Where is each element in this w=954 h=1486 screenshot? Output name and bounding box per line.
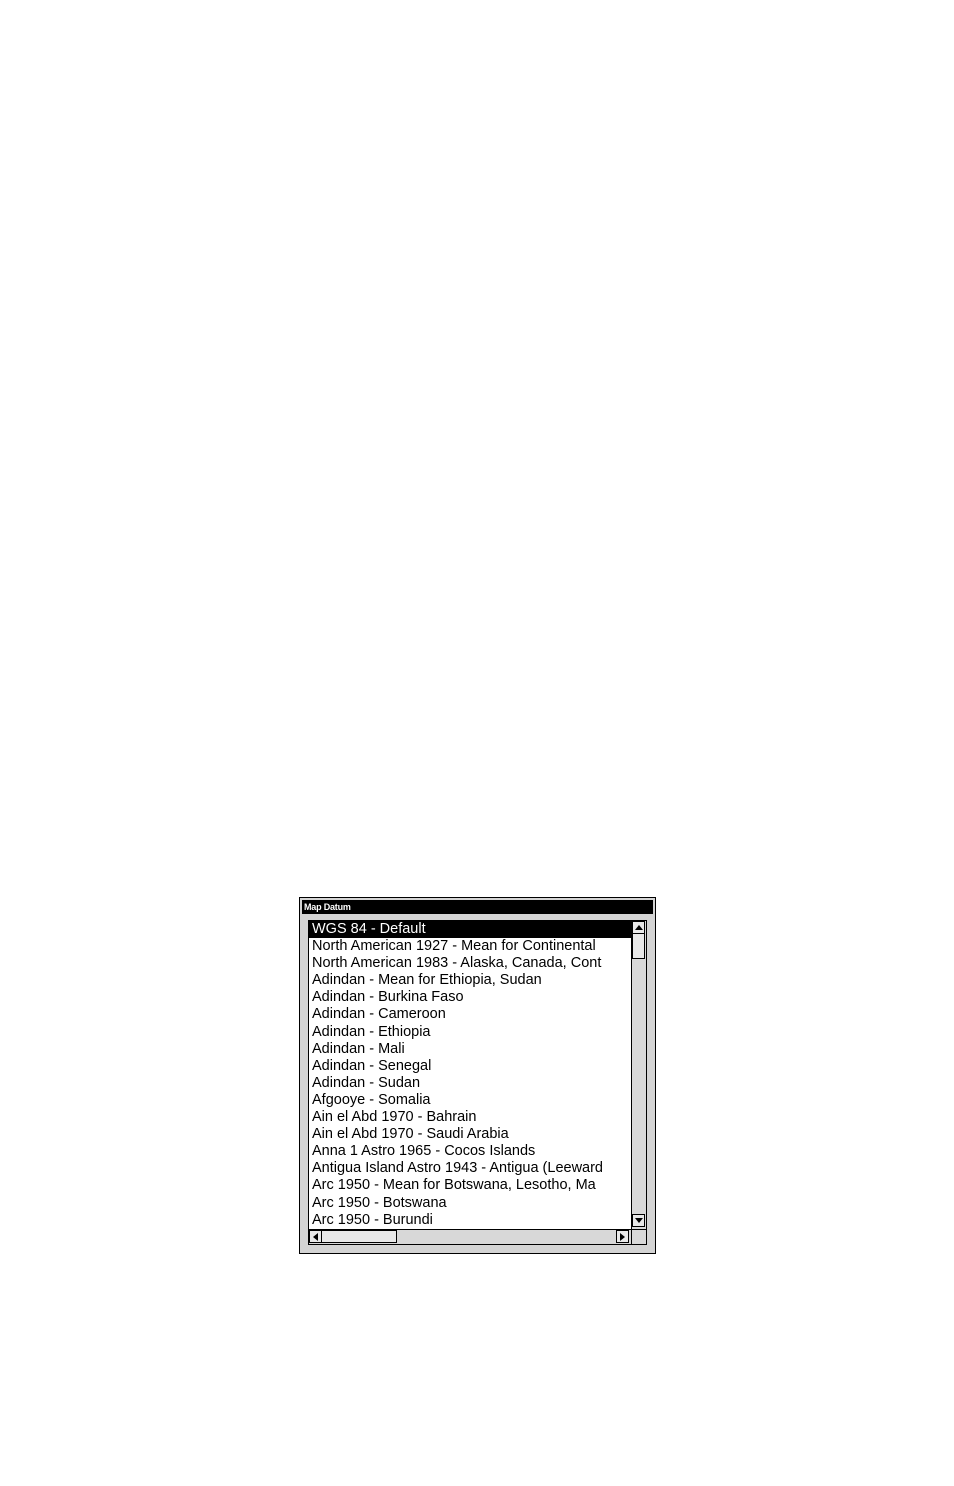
list-item[interactable]: Adindan - Sudan bbox=[312, 1074, 421, 1091]
list-item[interactable]: North American 1983 - Alaska, Canada, Cont bbox=[312, 955, 602, 972]
horizontal-scrollbar[interactable] bbox=[309, 1229, 631, 1244]
list-item[interactable]: Ain el Abd 1970 - Saudi Arabia bbox=[312, 1126, 509, 1143]
dialog-title: Map Datum bbox=[302, 900, 653, 914]
list-item[interactable]: Adindan - Mean for Ethiopia, Sudan bbox=[312, 972, 542, 989]
scroll-down-button[interactable] bbox=[632, 1214, 645, 1227]
list-item[interactable]: Adindan - Senegal bbox=[312, 1057, 432, 1074]
list-item[interactable]: Adindan - Ethiopia bbox=[312, 1023, 431, 1040]
left-arrow-icon bbox=[313, 1233, 318, 1241]
right-arrow-icon bbox=[620, 1233, 625, 1241]
list-item-selected[interactable]: WGS 84 - Default bbox=[309, 921, 631, 938]
scrollbar-corner bbox=[631, 1229, 646, 1244]
up-arrow-icon bbox=[635, 925, 643, 930]
datum-list-items bbox=[309, 921, 631, 1229]
list-item[interactable]: Afgooye - Somalia bbox=[312, 1091, 431, 1108]
list-item[interactable]: Arc 1950 - Botswana bbox=[312, 1194, 447, 1211]
datum-listbox[interactable] bbox=[308, 920, 647, 1245]
list-item[interactable]: Adindan - Burkina Faso bbox=[312, 989, 464, 1006]
list-item[interactable]: Adindan - Cameroon bbox=[312, 1006, 446, 1023]
scroll-right-button[interactable] bbox=[616, 1230, 629, 1243]
list-item[interactable]: Antigua Island Astro 1943 - Antigua (Leeward bbox=[312, 1160, 603, 1177]
list-item[interactable]: Ain el Abd 1970 - Bahrain bbox=[312, 1109, 477, 1126]
list-item[interactable]: Arc 1950 - Burundi bbox=[312, 1211, 433, 1228]
down-arrow-icon bbox=[635, 1218, 643, 1223]
vertical-scroll-thumb[interactable] bbox=[632, 933, 645, 959]
list-item[interactable]: Arc 1950 - Mean for Botswana, Lesotho, Ma bbox=[312, 1177, 596, 1194]
vertical-scrollbar[interactable] bbox=[631, 921, 646, 1229]
list-item[interactable]: North American 1927 - Mean for Continental bbox=[312, 938, 596, 955]
list-item[interactable]: Anna 1 Astro 1965 - Cocos Islands bbox=[312, 1143, 536, 1160]
map-datum-dialog bbox=[299, 897, 656, 1254]
list-item[interactable]: Adindan - Mali bbox=[312, 1040, 405, 1057]
horizontal-scroll-thumb[interactable] bbox=[321, 1230, 397, 1243]
